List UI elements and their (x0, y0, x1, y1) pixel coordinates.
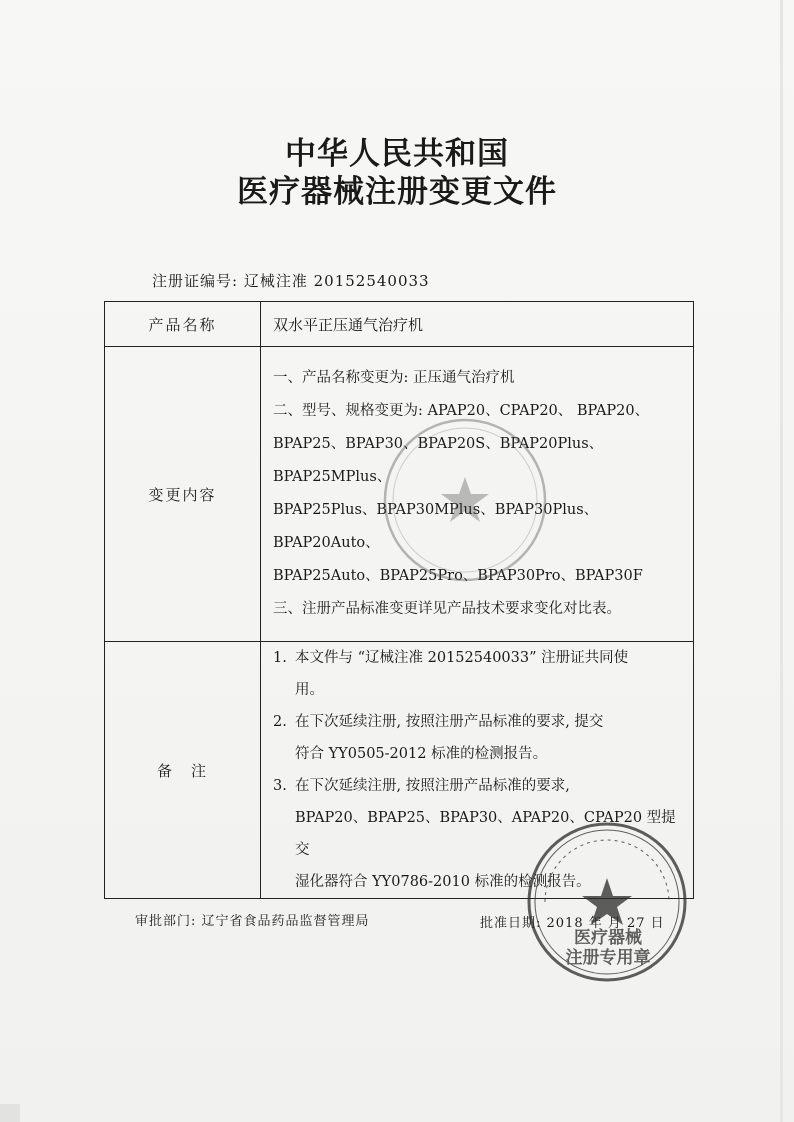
note-line: 本文件与 “辽械注准 20152540033” 注册证共同使 (295, 650, 629, 666)
note-item (273, 706, 683, 770)
product-name-value: 双水平正压通气治疗机 (261, 302, 694, 347)
change-line: BPAP25、BPAP30、BPAP20S、BPAP20Plus、BPAP25MPlus、 (273, 436, 604, 485)
table-row-product-name (105, 302, 694, 347)
note-number: 1. (273, 650, 287, 666)
change-table (104, 301, 694, 899)
approval-authority: 审批部门: 辽宁省食品药品监督管理局 (135, 914, 370, 929)
seal-stamp-faint (380, 415, 550, 585)
change-line: BPAP25Auto、BPAP25Pro、BPAP30Pro、BPAP30F (273, 568, 643, 584)
note-line: BPAP20、BPAP25、BPAP30、APAP20、CPAP20 型提交 (295, 810, 676, 858)
note-number: 2. (273, 714, 287, 730)
change-content-label: 变更内容 (105, 347, 261, 642)
registration-seal (525, 820, 690, 985)
seal-text (563, 928, 653, 968)
seal-text-line2: 注册专用章 (565, 948, 651, 968)
change-line: BPAP25Plus、BPAP30MPlus、BPAP30Plus、BPAP20Auto、 (273, 502, 599, 551)
document-title-line2: 医疗器械注册变更文件 (237, 174, 557, 210)
registration-label: 注册证编号: (152, 272, 239, 290)
document-title-line1: 中华人民共和国 (285, 136, 509, 172)
registration-value: 辽械注准 20152540033 (243, 272, 430, 290)
note-line: 用。 (295, 682, 324, 698)
note-number: 3. (273, 778, 287, 794)
note-line: 在下次延续注册, 按照注册产品标准的要求, (295, 778, 570, 794)
registration-number (152, 270, 430, 291)
seal-text-line1: 医疗器械 (574, 928, 642, 948)
scan-corner (0, 1104, 20, 1122)
note-line: 符合 YY0505-2012 标准的检测报告。 (295, 746, 548, 762)
product-name-label: 产品名称 (105, 302, 261, 347)
note-line: 在下次延续注册, 按照注册产品标准的要求, 提交 (295, 714, 604, 730)
seal-faint-icon (380, 415, 550, 585)
approval-date: 批准日期: 2018 年 月 27 日 (480, 916, 665, 931)
change-line: 三、注册产品标准变更详见产品技术要求变化对比表。 (273, 601, 621, 617)
note-line: 湿化器符合 YY0786-2010 标准的检测报告。 (295, 874, 591, 890)
change-line: 二、型号、规格变更为: APAP20、CPAP20、 BPAP20、 (273, 403, 650, 419)
note-item (273, 642, 683, 706)
change-line: 一、产品名称变更为: 正压通气治疗机 (273, 370, 515, 386)
notes-label: 备 注 (105, 642, 261, 899)
